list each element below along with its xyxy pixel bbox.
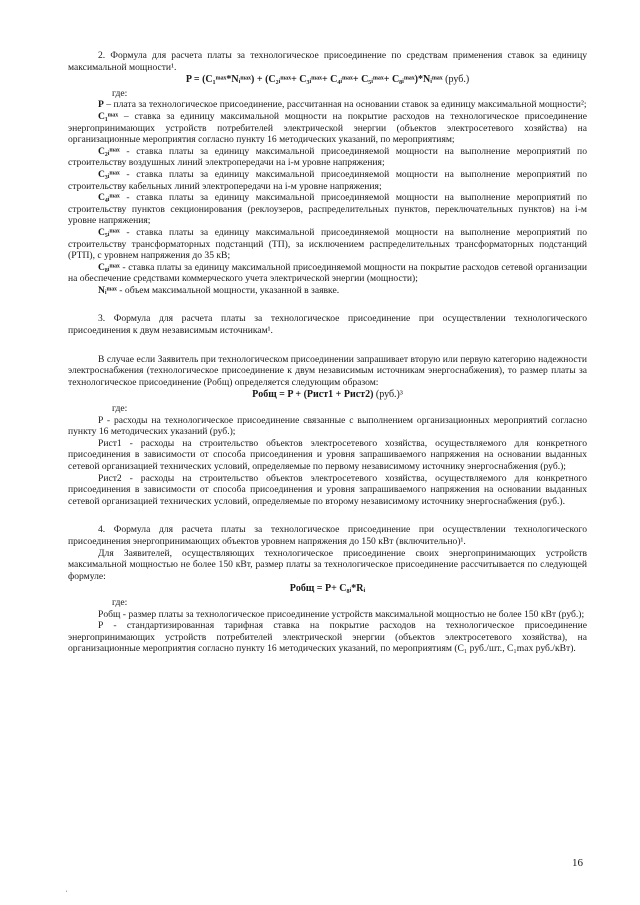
formula-unit: (руб.)	[442, 74, 470, 86]
section-3-formula	[68, 389, 587, 401]
definition-c2	[68, 146, 587, 169]
definition-p: P - стандартизированная тарифная ставка на покрытие расходов на технологическое присоединение энергопринимающих устройств потребителей электрической энергии (объектов электросетевого хозяйства), на организационные мероприятия согласно пункту 16 методических указаний, по мероприятиям (C₁ руб./шт., C₁max руб./кВт).	[68, 620, 587, 655]
definition-c8	[68, 262, 587, 285]
definition-p: P - расходы на технологическое присоединение связанные с выполнением организационных мероприятий согласно пункту 16 методических указаний (руб.);	[68, 414, 587, 438]
definition-text: - ставка платы за единицу максимальной присоединяемой мощности на выполнение мероприятий по строительству кабельных линий электропередачи на i-м уровне напряжения;	[68, 168, 587, 192]
symbol: C₂ᵢᵐᵃˣ	[98, 145, 120, 157]
symbol: C₃ᵢᵐᵃˣ	[98, 168, 120, 180]
where-label: где:	[112, 403, 128, 415]
definition-n	[68, 285, 587, 297]
section-3-heading: 3. Формула для расчета платы за технологическое присоединение при осуществлении технологического присоединения к двум независимым источникам¹.	[68, 313, 587, 337]
definition-c1	[68, 111, 587, 146]
symbol: C₄ᵢᵐᵃˣ	[98, 192, 120, 204]
section-4-intro: Для Заявителей, осуществляющих технологическое присоединение своих энергопринимающих устройств максимальной мощностью не более 150 кВт, размер платы за технологическое присоединение рассчитывается по следующей формуле:	[68, 547, 587, 582]
definition-pobsh: Pобщ - размер платы за технологическое присоединение устройств максимальной мощностью не более 150 кВт (руб.);	[98, 608, 585, 620]
section-4-formula	[68, 583, 587, 595]
formula-unit: (руб.)³	[373, 389, 403, 401]
section-4-heading: 4. Формула для расчета платы за технологическое присоединение при осуществлении технологического присоединения энергопринимающих объектов уровнем напряжения до 150 кВт (включительно)¹.	[68, 524, 587, 547]
definition-text: - ставка платы за единицу максимальной присоединяемой мощности на выполнение мероприятий по строительству пунктов секционирования (реклоузеров, распределительных пунктов, переключательных пунктов) на i-м уровне напряжения;	[68, 192, 587, 227]
where-label: где:	[112, 596, 128, 608]
definition-text: – ставка за единицу максимальной мощности на покрытие расходов на технологическое присоединение энергопринимающих устройств потребителей электрической энергии (объектов электросетевого хозяйства) на организационные мероприятия согласно пункту 16 методических указаний, по мероприятиям;	[68, 110, 587, 146]
page-number: 16	[572, 857, 583, 869]
document-body	[68, 50, 587, 655]
symbol: C₈ᵢᵐᵃˣ	[98, 261, 120, 273]
definition-c3	[68, 169, 587, 192]
section-2-heading: 2. Формула для расчета платы за технологическое присоединение по средствам применения ставок за единицу максимальной мощности¹.	[68, 50, 587, 73]
symbol: P	[98, 99, 104, 111]
section-3-intro: В случае если Заявитель при технологическом присоединении запрашивает вторую или первую категорию надежности электроснабжения (технологическое присоединение к двум независимым источникам энергоснабжения), то размер платы за технологическое присоединение (Pобщ) определяется следующим образом:	[68, 353, 587, 388]
formula-expression: Pобщ = P+ C₈ᵢ*Rᵢ	[289, 583, 366, 595]
formula-expression: P = (C₁ᵐᵃˣ*Nᵢᵐᵃˣ) + (C₂ᵢᵐᵃˣ+ C₃ᵢᵐᵃˣ+ C₄ᵢᵐᵃˣ+ C₅ᵢᵐᵃˣ+ C₈ᵢᵐᵃˣ)*Nᵢᵐᵃˣ	[185, 74, 443, 86]
definition-pist1: Pист1 - расходы на строительство объектов электросетевого хозяйства, осуществляемого для конкретного присоединения в зависимости от способа присоединения и уровня запрашиваемого напряжения на основании выданных сетевой организацией технических условий, определяемые по первому независимому источнику энергоснабжения (руб.);	[68, 437, 587, 472]
where-label: где:	[112, 87, 128, 99]
definition-text: - ставка платы за единицу максимальной присоединяемой мощности на выполнение мероприятий по строительству трансформаторных подстанций (ТП), за исключением распределительных трансформаторных подстанций (РТП), с уровнем напряжения до 35 кВ;	[68, 226, 587, 262]
section-2-formula	[68, 74, 587, 86]
definition-text: – плата за технологическое присоединение, рассчитанная на основании ставок за единицу максимальной мощности²;	[103, 99, 587, 111]
symbol: C₁ᵐᵃˣ	[98, 110, 119, 122]
symbol: C₅ᵢᵐᵃˣ	[98, 226, 120, 238]
definition-p	[68, 99, 587, 111]
definition-c5	[68, 227, 587, 262]
symbol: Nᵢᵐᵃˣ	[98, 284, 117, 296]
formula-expression: Pобщ = P + (Pист1 + Pист2)	[252, 389, 374, 401]
definition-pist2: Pист2 - расходы на строительство объектов электросетевого хозяйства, осуществляемого для конкретного присоединения в зависимости от способа присоединения и уровня запрашиваемого напряжения на основании выданных сетевой организацией технических условий, определяемые по второму независимому источнику энергоснабжения (руб.).	[68, 472, 587, 507]
definition-text: - ставка платы за единицу максимальной присоединяемой мощности на выполнение мероприятий по строительству воздушных линий электропередачи на i-м уровне напряжения;	[68, 145, 587, 169]
definition-text: - ставка платы за единицу максимальной присоединяемой мощности на покрытие расходов сетевой организации на обеспечение средствами коммерческого учета электрической энергии (мощности);	[68, 261, 587, 285]
scan-mark: ˌ	[65, 882, 68, 892]
definition-c4	[68, 192, 587, 227]
definition-text: - объем максимальной мощности, указанной в заявке.	[116, 284, 340, 296]
